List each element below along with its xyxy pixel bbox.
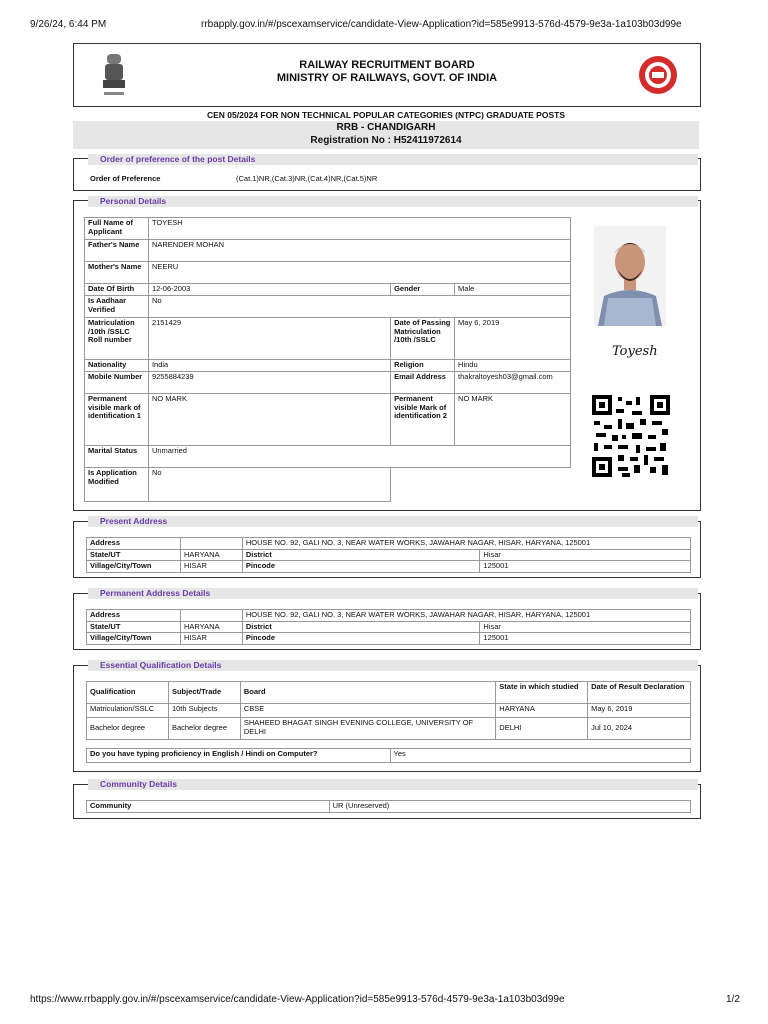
full-name-label: Full Name of Applicant: [85, 218, 149, 240]
present-table: [86, 537, 691, 573]
permanent-district-value: Hisar: [480, 621, 691, 633]
present-address-value: HOUSE NO. 92, GALI NO. 3, NEAR WATER WORKS, JAWAHAR NAGAR, HISAR, HARYANA, 125001: [242, 538, 690, 550]
railway-logo-icon: [638, 55, 678, 95]
header-box: [73, 43, 701, 107]
print-page-number: 1/2: [726, 994, 740, 1005]
marital-label: Marital Status: [85, 446, 149, 468]
gender-value: Male: [455, 284, 571, 296]
mark2-label: Permanent visible Mark of identification 2: [391, 394, 455, 446]
personal-title: Personal Details: [88, 196, 698, 207]
registration-number: Registration No : H52411972614: [310, 135, 462, 146]
email-value: thakraltoyesh03@gmail.com: [455, 372, 571, 394]
qual-header-date: Date of Result Declaration: [588, 682, 691, 704]
religion-value: Hindu: [455, 360, 571, 372]
permanent-district-label: District: [242, 621, 480, 633]
preference-title: Order of preference of the post Details: [88, 154, 698, 165]
rrb-name: RRB - CHANDIGARH: [336, 122, 436, 133]
qual-header-board: Board: [240, 682, 495, 704]
community-table: [86, 800, 691, 813]
qual-cell: Matriculation/SSLC: [87, 704, 169, 718]
table-row: [87, 704, 691, 718]
qualification-table: [86, 681, 691, 740]
table-row: [87, 718, 691, 740]
permanent-state-value: HARYANA: [180, 621, 242, 633]
permanent-state-label: State/UT: [87, 621, 181, 633]
present-state-label: State/UT: [87, 549, 181, 561]
mobile-value: 9255884239: [148, 372, 390, 394]
modified-value: No: [148, 468, 390, 502]
preference-label: Order of Preference: [90, 174, 161, 183]
present-village-label: Village/City/Town: [87, 561, 181, 573]
present-district-label: District: [242, 549, 480, 561]
permanent-address-label: Address: [87, 610, 181, 622]
present-pincode-label: Pincode: [242, 561, 480, 573]
community-value: UR (Unreserved): [329, 801, 690, 813]
matric-label: Matriculation /10th /SSLC Roll number: [85, 318, 149, 360]
father-value: NARENDER MOHAN: [148, 240, 570, 262]
qual-cell: HARYANA: [496, 704, 588, 718]
modified-label: Is Application Modified: [85, 468, 149, 502]
qual-header-state: State in which studied: [496, 682, 588, 704]
community-title: Community Details: [88, 779, 698, 790]
permanent-address-value: HOUSE NO. 92, GALI NO. 3, NEAR WATER WORKS, JAWAHAR NAGAR, HISAR, HARYANA, 125001: [242, 610, 690, 622]
qual-cell: May 6, 2019: [588, 704, 691, 718]
marital-value: Unmarried: [148, 446, 570, 468]
mark1-label: Permanent visible mark of identification 1: [85, 394, 149, 446]
dob-value: 12-06-2003: [148, 284, 390, 296]
full-name-value: TOYESH: [148, 218, 570, 240]
print-url-top: rrbapply.gov.in/#/pscexamservice/candidate-View-Application?id=585e9913-576d-4579-9e3a-1a103b03d99e: [201, 19, 682, 30]
qualification-title: Essential Qualification Details: [88, 660, 698, 671]
mark1-value: NO MARK: [148, 394, 390, 446]
dob-label: Date Of Birth: [85, 284, 149, 296]
qual-cell: Jul 10, 2024: [588, 718, 691, 740]
qual-cell: CBSE: [240, 704, 495, 718]
dop-label: Date of Passing Matriculation /10th /SSLC: [391, 318, 455, 360]
typing-label: Do you have typing proficiency in English / Hindi on Computer?: [87, 749, 391, 763]
permanent-pincode-label: Pincode: [242, 633, 480, 645]
permanent-village-value: HISAR: [180, 633, 242, 645]
typing-value: Yes: [390, 749, 690, 763]
community-label: Community: [87, 801, 330, 813]
present-state-value: HARYANA: [180, 549, 242, 561]
mother-value: NEERU: [148, 262, 570, 284]
present-pincode-value: 125001: [480, 561, 691, 573]
father-label: Father's Name: [85, 240, 149, 262]
signature: Toyesh: [612, 344, 658, 359]
religion-label: Religion: [391, 360, 455, 372]
print-datetime: 9/26/24, 6:44 PM: [30, 19, 107, 30]
nationality-label: Nationality: [85, 360, 149, 372]
qual-cell: 10th Subjects: [168, 704, 240, 718]
mark2-value: NO MARK: [455, 394, 571, 446]
qual-cell: Bachelor degree: [87, 718, 169, 740]
aadhaar-label: Is Aadhaar Verified: [85, 296, 149, 318]
qual-header-qualification: Qualification: [87, 682, 169, 704]
qual-cell: Bachelor degree: [168, 718, 240, 740]
nationality-value: India: [148, 360, 390, 372]
email-label: Email Address: [391, 372, 455, 394]
personal-table: [84, 217, 571, 502]
header-line2: MINISTRY OF RAILWAYS, GOVT. OF INDIA: [276, 72, 498, 84]
preference-value: (Cat.1)NR,(Cat.3)NR,(Cat.4)NR,(Cat.5)NR: [236, 174, 378, 183]
qual-cell: DELHI: [496, 718, 588, 740]
permanent-village-label: Village/City/Town: [87, 633, 181, 645]
cen-title: CEN 05/2024 FOR NON TECHNICAL POPULAR CATEGORIES (NTPC) GRADUATE POSTS: [207, 110, 565, 120]
permanent-title: Permanent Address Details: [88, 588, 698, 599]
qual-cell: SHAHEED BHAGAT SINGH EVENING COLLEGE, UNIVERSITY OF DELHI: [240, 718, 495, 740]
mother-label: Mother's Name: [85, 262, 149, 284]
matric-value: 2151429: [148, 318, 390, 360]
print-url-bottom: https://www.rrbapply.gov.in/#/pscexamservice/candidate-View-Application?id=585e9913-576d-4579-9e3a-1a103b03d99e: [30, 994, 565, 1005]
dop-value: May 6, 2019: [455, 318, 571, 360]
qr-code-icon: [592, 395, 670, 477]
permanent-table: [86, 609, 691, 645]
applicant-photo: [594, 226, 666, 326]
permanent-pincode-value: 125001: [480, 633, 691, 645]
aadhaar-value: No: [148, 296, 570, 318]
qual-header-subject: Subject/Trade: [168, 682, 240, 704]
rrb-band: [73, 121, 699, 149]
typing-table: [86, 748, 691, 763]
present-village-value: HISAR: [180, 561, 242, 573]
header-line1: RAILWAY RECRUITMENT BOARD: [299, 59, 475, 71]
gender-label: Gender: [391, 284, 455, 296]
present-title: Present Address: [88, 516, 698, 527]
present-district-value: Hisar: [480, 549, 691, 561]
present-address-label: Address: [87, 538, 181, 550]
mobile-label: Mobile Number: [85, 372, 149, 394]
